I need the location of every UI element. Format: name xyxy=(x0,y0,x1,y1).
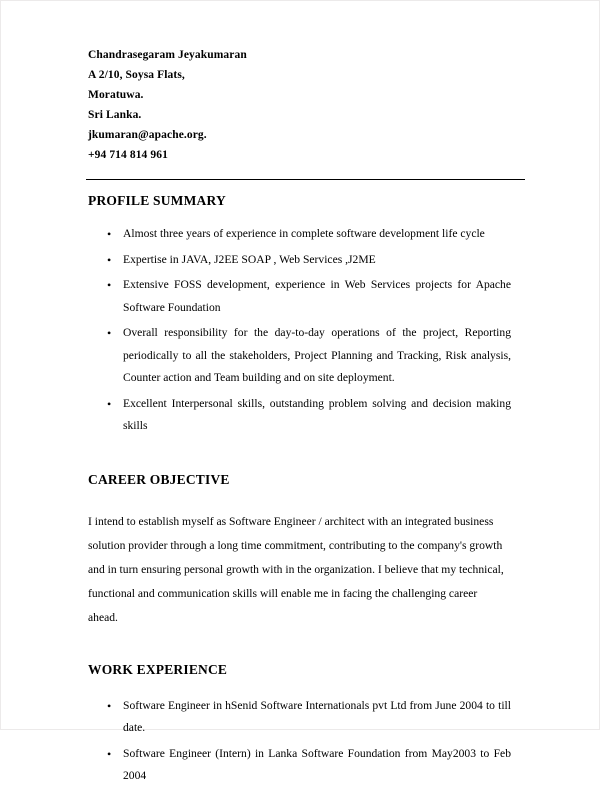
resume-content xyxy=(88,45,512,791)
section-heading-career-objective: CAREER OBJECTIVE xyxy=(88,471,230,487)
address-city: Moratuwa. xyxy=(88,89,144,101)
paragraph-line: functional and communication skills will enable me in facing the challenging career xyxy=(88,586,478,600)
list-item: • Extensive FOSS development, experience in Web Services projects for Apache Software Foundation xyxy=(88,274,511,319)
candidate-name: Chandrasegaram Jeyakumaran xyxy=(88,49,247,61)
career-objective-paragraph xyxy=(88,510,512,630)
list-item: • Software Engineer (Intern) in Lanka Software Foundation from May2003 to Feb 2004 xyxy=(88,743,511,788)
header-divider xyxy=(86,179,525,180)
contact-header xyxy=(88,45,512,165)
phone-number: +94 714 814 961 xyxy=(88,149,168,161)
list-item: • Expertise in JAVA, J2EE SOAP , Web Services ,J2ME xyxy=(88,249,511,272)
section-heading-work-experience: WORK EXPERIENCE xyxy=(88,661,228,677)
section-heading-profile-summary: PROFILE SUMMARY xyxy=(88,193,226,208)
paragraph-line: ahead. xyxy=(88,610,118,624)
profile-summary-list xyxy=(88,223,512,438)
list-item: • Software Engineer in hSenid Software Internationals pvt Ltd from June 2004 to till date. xyxy=(88,695,511,740)
email-address: jkumaran@apache.org. xyxy=(88,129,207,141)
paragraph-line: I intend to establish myself as Software Engineer / architect with an integrated business xyxy=(88,514,494,528)
work-experience-list xyxy=(88,695,512,788)
list-item: • Almost three years of experience in complete software development life cycle xyxy=(88,223,511,246)
address-country: Sri Lanka. xyxy=(88,109,142,121)
address-line-1: A 2/10, Soysa Flats, xyxy=(88,69,185,81)
paragraph-line: solution provider through a long time commitment, contributing to the company's growth xyxy=(88,538,503,552)
list-item: • Overall responsibility for the day-to-day operations of the project, Reporting periodically to all the stakeholders, Project Planning and Tracking, Risk analysis, Counter action and Team building and on site deployment. xyxy=(88,322,511,390)
list-item: • Excellent Interpersonal skills, outstanding problem solving and decision making skills xyxy=(88,393,511,438)
paragraph-line: and in turn ensuring personal growth with in the organization. I believe that my technical, xyxy=(88,562,504,576)
